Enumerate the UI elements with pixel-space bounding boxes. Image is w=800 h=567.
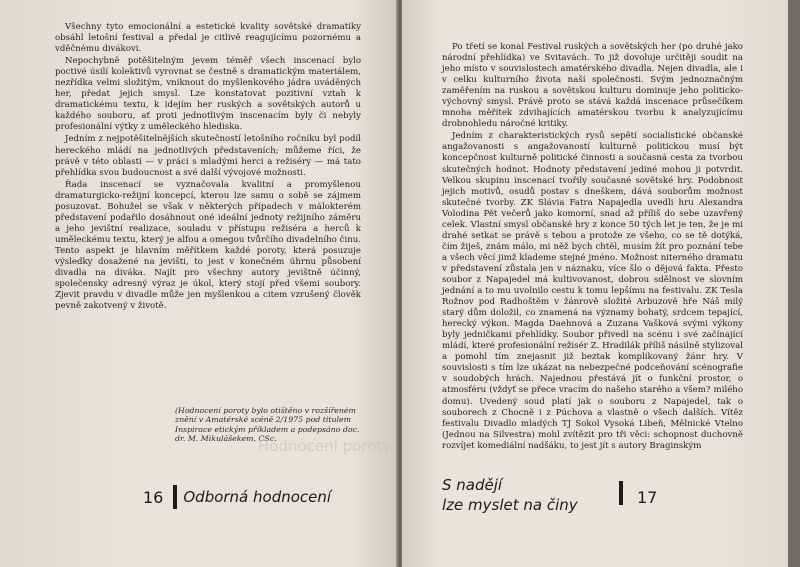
paragraph: Po třetí se konal Festival ruských a sovětských her (po druhé jako národní přehlídka) ve Svitavách. To již dovoluje určitěji soudit na jeho místo v souvislostech amatérského divadla. Nejen divadla, ale i v celku kulturního života naší společnosti. Svým jednoznačným zaměřením na ruskou a sovětskou kulturu dominuje jeho politicko-výchovný smysl. Právě proto se stává každá inscenace průsečíkem mnoha měřítek zdvihajících amatérskou tvorbu k analyzujícímu drobnohledu náročné kritiky.: [442, 42, 743, 130]
right-body-text: [442, 42, 743, 452]
left-footer: [143, 485, 331, 509]
paragraph: Všechny tyto emocionální a estetické kvality sovětské dramatiky obsáhl letošní festival a předal je citlivě reagujícímu pozornému a vděčnému divákovi.: [55, 22, 361, 55]
left-page: [0, 0, 398, 567]
section-title-line: lze myslet na činy: [442, 496, 578, 514]
paragraph: Jedním z charakteristických rysů sepětí socialistické občanské angažovanosti s angažovaností kulturně politickou musí být koncepčnost kulturně politické činnosti a současná cesta za tvorbou skutečných hodnot. Hodnoty představení jediné mohou ji potvrdit. Velkou skupinu inscenací tvořily současné sovětské hry. Podobnost jejich motivů, osudů postav s dneškem, dává souborům možnost skutečné tvorby. ZK Slávia Fatra Napajedla uvedli hru Alexandra Volodina Pět večerů jako komorní, snad až příliš do sebe uzavřený celek. Vlastní smysl občanské hry z konce 50 tých let je ten, že je mi drahé setkat se právě s tebou a protože ze všeho, co se tě dotýká, čím žiješ, znám málo, mi něž bych chtěl, musím žít pro poznání tebe a všech věcí jimž klademe stejné jméno. Možnost niterného dramatu v představení zůstala jen v náznaku, více šlo o dějová fakta. Přesto soubor z Napajedel má kultivovanost, dobrou sdělnost ve slovním jednání a to mu uvolnilo cestu k tomu lepšímu na festivalu. ZK Tesla Rožnov pod Radhoštěm v žánrově složité Arbuzově hře Náš milý starý dům doložil, co znamená na významy bohatý, srdcem tepající, herecký výkon. Magda Daehnová a Zuzana Vašková svými výkony byly jedničkami přehlídky. Soubor přivedl na scénu i své začínající mládí, které profesionální režisér Z. Hradilák příliš násilně stylizoval a pomohl tím znejasnit již beztak komplikovaný žánr hry. V souvislosti s tím lze ukázat na nebezpečné podceňování scénografie v soudobých hrách. Najednou přestává jít o funkční prostor, o atmosféru (vždyť se přece vracím do našeho starého a všem? milého domu). Uvedený soud platí jak o souboru z Napajedel, tak o souborech z Chocně i z Púchova a vlastně o všech dalších. Vítěz festivalu Divadlo mladých TJ Sokol Vysoká Libeň, Mělnické Vtelno (Jednou na Silvestra) mohl zvítězit pro tři věci: schopnost duchovně rozvíjet komediální nadšáku, to jest jít s autory Braginským: [442, 131, 743, 451]
left-body-text: [55, 22, 361, 312]
section-title: Odborná hodnocení: [183, 488, 332, 506]
editorial-note: (Hodnocení poroty bylo otištěno v rozšířeném znění v Amatérské scéně 2/1975 pod titulem Inspirace etickým příkladem a podepsáno doc. dr. M. Mikulášekem, CSc.: [175, 406, 360, 444]
footer-rule: [173, 485, 177, 509]
paragraph: Nepochybně potěšitelným jevem téměř všech inscenací bylo poctivé úsilí kolektivů vyrovnat se čestně s dramatickým materiálem, nezřídka velmi složitým, vniknout do myšlenkového jádra uváděných her, předat jejich smysl. Lze konstatovat pozitivní vztah k dramatickému textu, k idejím her ruských a sovětských autorů u každého souboru, ať proti jednotlivým inscenacím byly či nebyly profesionální výtky z uměleckého hlediska.: [55, 56, 361, 133]
page-number: 16: [143, 487, 164, 507]
show-through-text: Hodnocení poroty: [258, 437, 392, 455]
section-title: [442, 475, 578, 515]
right-page: [402, 0, 788, 567]
right-footer: [442, 475, 742, 525]
paragraph: Jedním z nejpotěšitelnějších skutečností letošního ročníku byl podíl hereckého mládí na jednotlivých představeních; můžeme říci, že právě v této oblasti — v práci s mladými herci a režiséry — má tato přehlídka svou budoucnost a své další vývojové možnosti.: [55, 134, 361, 178]
section-title-line: S nadějí: [442, 476, 503, 494]
page-number: 17: [637, 488, 658, 507]
footer-rule: [619, 481, 623, 505]
paragraph: Řada inscenací se vyznačovala kvalitní a promyšlenou dramaturgicko-režijní koncepcí, kterou lze samu o sobě se zájmem posuzovat. Bohužel se však v některých případech v málokterém představení podařilo dosáhnout oné ideální jednoty režijního záměru a jeho jevištní realizace, souladu v přístupu režiséra a herců k uměleckému textu, který je alfou a omegou tvůrčího divadelního činu. Tento aspekt je hlavním měřítkem každé poroty, která posuzuje výsledky dosažené na jevišti, to jest v konečném úhrnu působení divadla na diváka. Najít pro všechny autory jevištně účinný, společensky adresný výraz je úkol, který stojí před všemi soubory. Zjevit pravdu v divadle může jen myšlenkou a citem vzrušený člověk pevně zakotvený v životě.: [55, 179, 361, 312]
